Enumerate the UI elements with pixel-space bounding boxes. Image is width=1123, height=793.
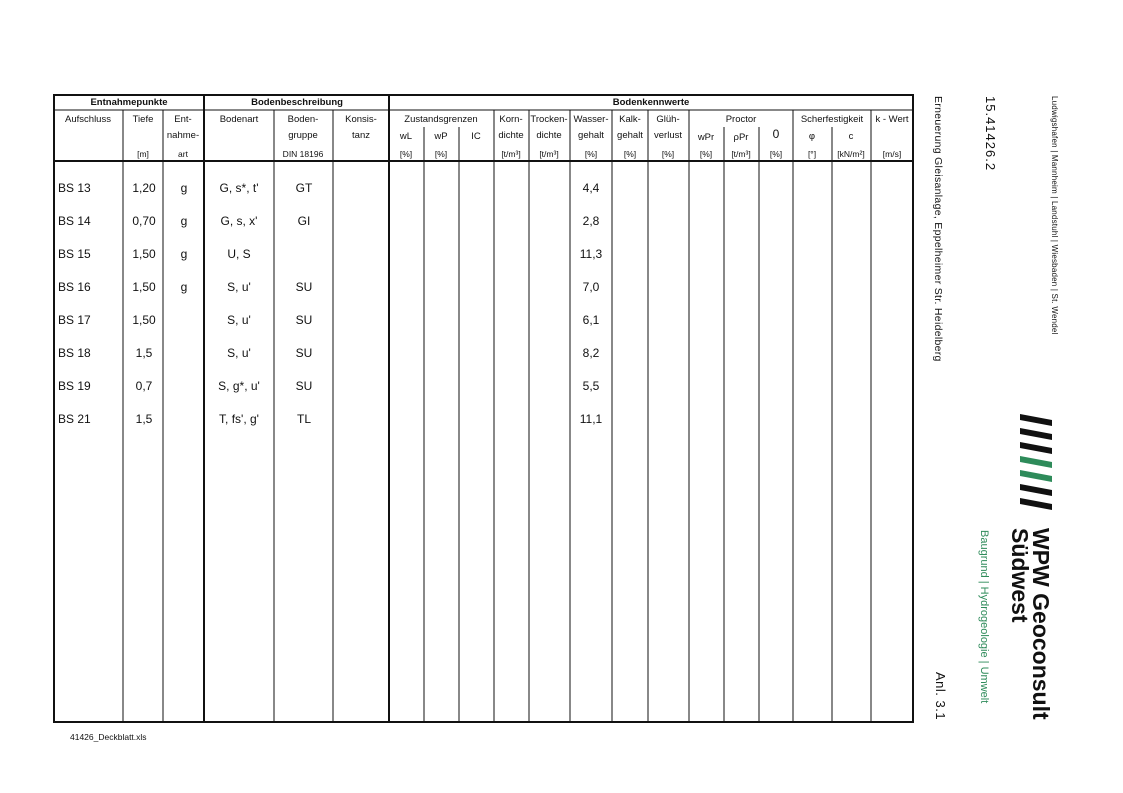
col-wassergehalt-1: Wasser- <box>573 114 609 125</box>
brand-name-line1: WPW Geoconsult <box>1028 528 1054 720</box>
col-bodengruppe-1: Boden- <box>287 114 319 125</box>
col-kwert: k - Wert <box>875 114 909 125</box>
col-entnahme-3: art <box>178 149 188 159</box>
col-proctor-third: 0 <box>772 127 780 141</box>
unit-gluehverlust: [%] <box>661 149 675 159</box>
col-wpr: wPr <box>697 132 715 143</box>
cell-bodengruppe: SU <box>295 379 313 393</box>
footer-filename: 41426_Deckblatt.xls <box>70 732 147 742</box>
cell-aufschluss: BS 17 <box>58 313 91 327</box>
cell-wassergehalt: 7,0 <box>582 280 600 294</box>
col-konsistenz-1: Konsis- <box>345 114 377 125</box>
col-korndichte-2: dichte <box>498 130 524 141</box>
cell-bodengruppe: GI <box>297 214 311 228</box>
unit-wassergehalt: [%] <box>584 149 598 159</box>
unit-korndichte: [t/m³] <box>501 149 521 159</box>
cell-bodengruppe: TL <box>296 412 312 426</box>
cell-bodenart: G, s*, t' <box>219 181 259 195</box>
brand-tagline: Baugrund | Hydrogeologie | Umwelt <box>978 530 990 704</box>
col-entnahme-2: nahme- <box>166 130 200 141</box>
unit-wp: [%] <box>434 149 448 159</box>
col-aufschluss: Aufschluss <box>65 114 111 125</box>
cell-bodengruppe: GT <box>295 181 313 195</box>
cell-wassergehalt: 2,8 <box>582 214 600 228</box>
cell-aufschluss: BS 13 <box>58 181 91 195</box>
cell-bodengruppe: SU <box>295 346 313 360</box>
cell-bodengruppe: SU <box>295 280 313 294</box>
unit-kwert: [m/s] <box>882 149 902 159</box>
col-wp: wP <box>434 131 448 142</box>
cell-wassergehalt: 11,3 <box>579 247 603 261</box>
cell-bodengruppe: SU <box>295 313 313 327</box>
cell-entnahmeart: g <box>180 214 188 228</box>
cell-aufschluss: BS 19 <box>58 379 91 393</box>
cell-aufschluss: BS 15 <box>58 247 91 261</box>
cell-entnahmeart: g <box>180 247 188 261</box>
cell-wassergehalt: 8,2 <box>582 346 600 360</box>
col-trockendichte-2: dichte <box>536 130 562 141</box>
cell-wassergehalt: 6,1 <box>582 313 600 327</box>
col-c: c <box>848 131 854 142</box>
cell-aufschluss: BS 14 <box>58 214 91 228</box>
col-gluehverlust-1: Glüh- <box>656 114 680 125</box>
cell-aufschluss: BS 16 <box>58 280 91 294</box>
cell-bodenart: S, u' <box>227 313 251 327</box>
cell-entnahmeart: g <box>180 280 188 294</box>
col-phi: φ <box>808 131 816 142</box>
cell-tiefe: 0,7 <box>135 379 153 393</box>
wpw-logo-icon <box>1018 414 1054 518</box>
col-konsistenz-2: tanz <box>352 130 370 141</box>
cell-tiefe: 1,50 <box>132 247 156 261</box>
unit-kalkgehalt: [%] <box>623 149 637 159</box>
col-bodenart: Bodenart <box>219 114 259 125</box>
col-gluehverlust-2: verlust <box>654 130 682 141</box>
unit-tiefe: [m] <box>137 149 149 159</box>
cell-tiefe: 1,50 <box>132 313 156 327</box>
group-bodenkennwerte: Bodenkennwerte <box>612 97 690 108</box>
unit-wpr: [%] <box>699 149 713 159</box>
group-entnahmepunkte: Entnahmepunkte <box>90 97 168 108</box>
col-zustandsgrenzen: Zustandsgrenzen <box>404 114 478 125</box>
unit-trockendichte: [t/m³] <box>539 149 559 159</box>
cell-bodenart: T, fs', g' <box>219 412 259 426</box>
cell-bodenart: S, g*, u' <box>218 379 260 393</box>
col-ic: IC <box>471 131 481 142</box>
project-title: Erneuerung Gleisanlage, Eppelheimer Str. Heidelberg <box>932 96 944 362</box>
col-proctor: Proctor <box>725 114 757 125</box>
office-locations: Ludwigshafen | Mannheim | Landstuhl | Wiesbaden | St. Wendel <box>1050 96 1059 335</box>
unit-c: [kN/m²] <box>837 149 865 159</box>
col-tiefe: Tiefe <box>132 114 154 125</box>
cell-tiefe: 0,70 <box>132 214 156 228</box>
unit-wl: [%] <box>399 149 413 159</box>
cell-bodenart: G, s, x' <box>220 214 258 228</box>
unit-proctor-third: [%] <box>769 149 783 159</box>
col-wassergehalt-2: gehalt <box>578 130 604 141</box>
cell-tiefe: 1,5 <box>135 412 153 426</box>
unit-ppr: [t/m³] <box>731 149 751 159</box>
cell-entnahmeart: g <box>180 181 188 195</box>
cell-tiefe: 1,5 <box>135 346 153 360</box>
cell-bodenart: S, u' <box>227 280 251 294</box>
col-wl: wL <box>399 131 413 142</box>
col-scherfestigkeit: Scherfestigkeit <box>800 114 864 125</box>
col-entnahme-1: Ent- <box>174 114 192 125</box>
cell-aufschluss: BS 18 <box>58 346 91 360</box>
cell-bodenart: S, u' <box>227 346 251 360</box>
project-number: 15.41426.2 <box>983 96 998 172</box>
col-bodengruppe-2: gruppe <box>288 130 318 141</box>
cell-bodenart: U, S <box>227 247 251 261</box>
col-kalkgehalt-2: gehalt <box>617 130 643 141</box>
col-kalkgehalt-1: Kalk- <box>619 114 641 125</box>
cell-wassergehalt: 5,5 <box>582 379 600 393</box>
brand-name-line2: Südwest <box>1007 528 1033 623</box>
cell-wassergehalt: 4,4 <box>582 181 600 195</box>
cell-tiefe: 1,50 <box>132 280 156 294</box>
col-bodengruppe-3: DIN 18196 <box>282 149 324 159</box>
cell-tiefe: 1,20 <box>132 181 156 195</box>
annex-label: Anl. 3.1 <box>933 672 948 721</box>
group-bodenbeschreibung: Bodenbeschreibung <box>251 97 343 108</box>
cell-wassergehalt: 11,1 <box>579 412 603 426</box>
col-trockendichte-1: Trocken- <box>530 114 568 125</box>
unit-phi: [°] <box>807 149 817 159</box>
col-ppr: ρPr <box>733 132 749 143</box>
cell-aufschluss: BS 21 <box>58 412 91 426</box>
col-korndichte-1: Korn- <box>499 114 523 125</box>
